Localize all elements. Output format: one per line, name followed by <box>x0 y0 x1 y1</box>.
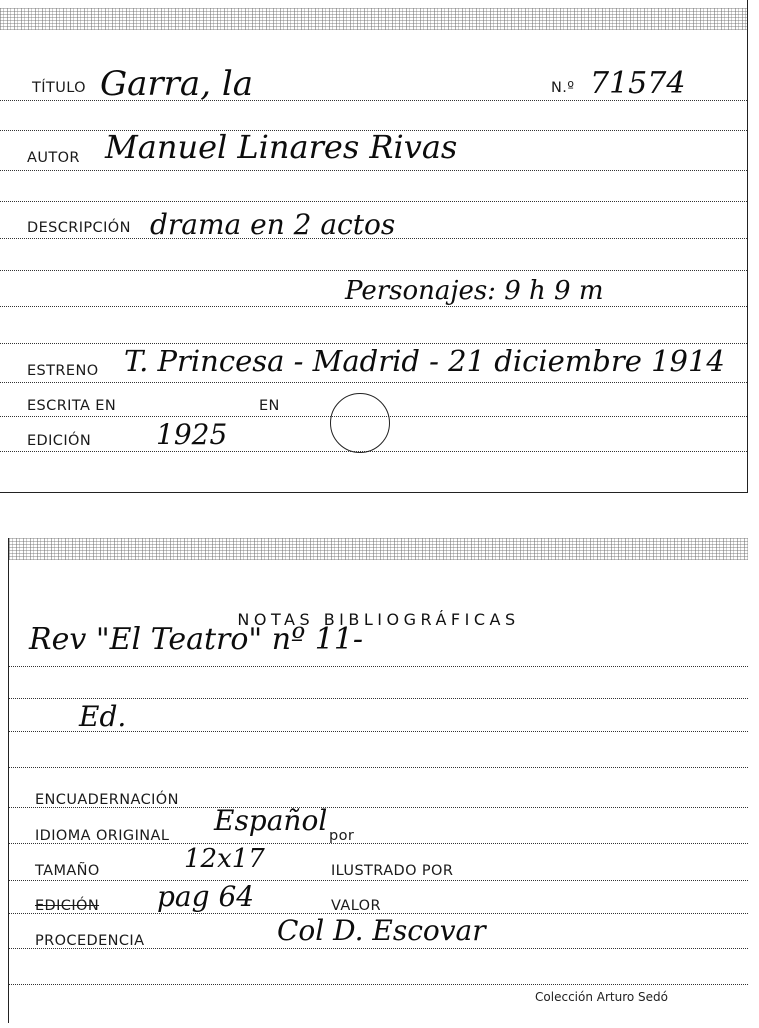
procedencia-value: Col D. Escovar <box>277 914 486 947</box>
descripcion-value: drama en 2 actos <box>150 208 396 241</box>
ruled-line <box>0 170 747 171</box>
ruled-line <box>9 767 748 768</box>
personajes-value: Personajes: 9 h 9 m <box>345 276 604 306</box>
tamano-value: 12x17 <box>184 844 265 874</box>
estreno-value: T. Princesa - Madrid - 21 diciembre 1914 <box>124 344 725 378</box>
titulo-value: Garra, la <box>100 64 253 104</box>
edicion-value-bottom: pag 64 <box>157 880 255 913</box>
notas-heading: NOTAS BIBLIOGRÁFICAS <box>237 610 520 629</box>
idioma-label: IDIOMA ORIGINAL <box>35 828 170 844</box>
escrita-en-label: ESCRITA EN <box>27 398 117 414</box>
note-line-2: Ed. <box>79 700 127 733</box>
card-bottom-edge-texture <box>9 538 748 560</box>
ruled-line <box>0 451 747 452</box>
collection-credit: Colección Arturo Sedó <box>535 990 668 1004</box>
numero-label: N.º <box>551 80 575 96</box>
catalog-card-bottom <box>8 538 748 1023</box>
ilustrado-label: ILUSTRADO POR <box>331 863 454 879</box>
ruled-line <box>9 984 748 985</box>
descripcion-label: DESCRIPCIÓN <box>27 220 131 236</box>
edicion-label-bottom: EDICIÓN <box>35 898 100 914</box>
punch-hole-circle <box>330 393 390 453</box>
encuadernacion-label: ENCUADERNACIÓN <box>35 792 179 808</box>
ruled-line <box>0 201 747 202</box>
ruled-line <box>0 306 747 307</box>
ruled-line <box>9 731 748 732</box>
titulo-label: TÍTULO <box>32 80 86 96</box>
idioma-value: Español <box>214 804 328 837</box>
catalog-card-top <box>0 0 748 493</box>
valor-label: VALOR <box>331 898 381 914</box>
ruled-line <box>0 270 747 271</box>
procedencia-label: PROCEDENCIA <box>35 933 145 949</box>
note-line-1: Rev "El Teatro" nº 11- <box>29 622 364 657</box>
card-top-edge-texture <box>0 8 747 30</box>
autor-label: AUTOR <box>27 150 80 166</box>
ruled-line <box>9 666 748 667</box>
por-label: por <box>329 828 355 844</box>
estreno-label: ESTRENO <box>27 363 99 379</box>
autor-value: Manuel Linares Rivas <box>105 128 458 166</box>
ruled-line <box>9 698 748 699</box>
en-label: EN <box>259 398 280 414</box>
tamano-label: TAMAÑO <box>35 863 100 879</box>
edicion-label: EDICIÓN <box>27 433 92 449</box>
edicion-value: 1925 <box>156 418 228 451</box>
numero-value: 71574 <box>590 66 686 101</box>
ruled-line <box>0 382 747 383</box>
ruled-line <box>9 880 748 881</box>
